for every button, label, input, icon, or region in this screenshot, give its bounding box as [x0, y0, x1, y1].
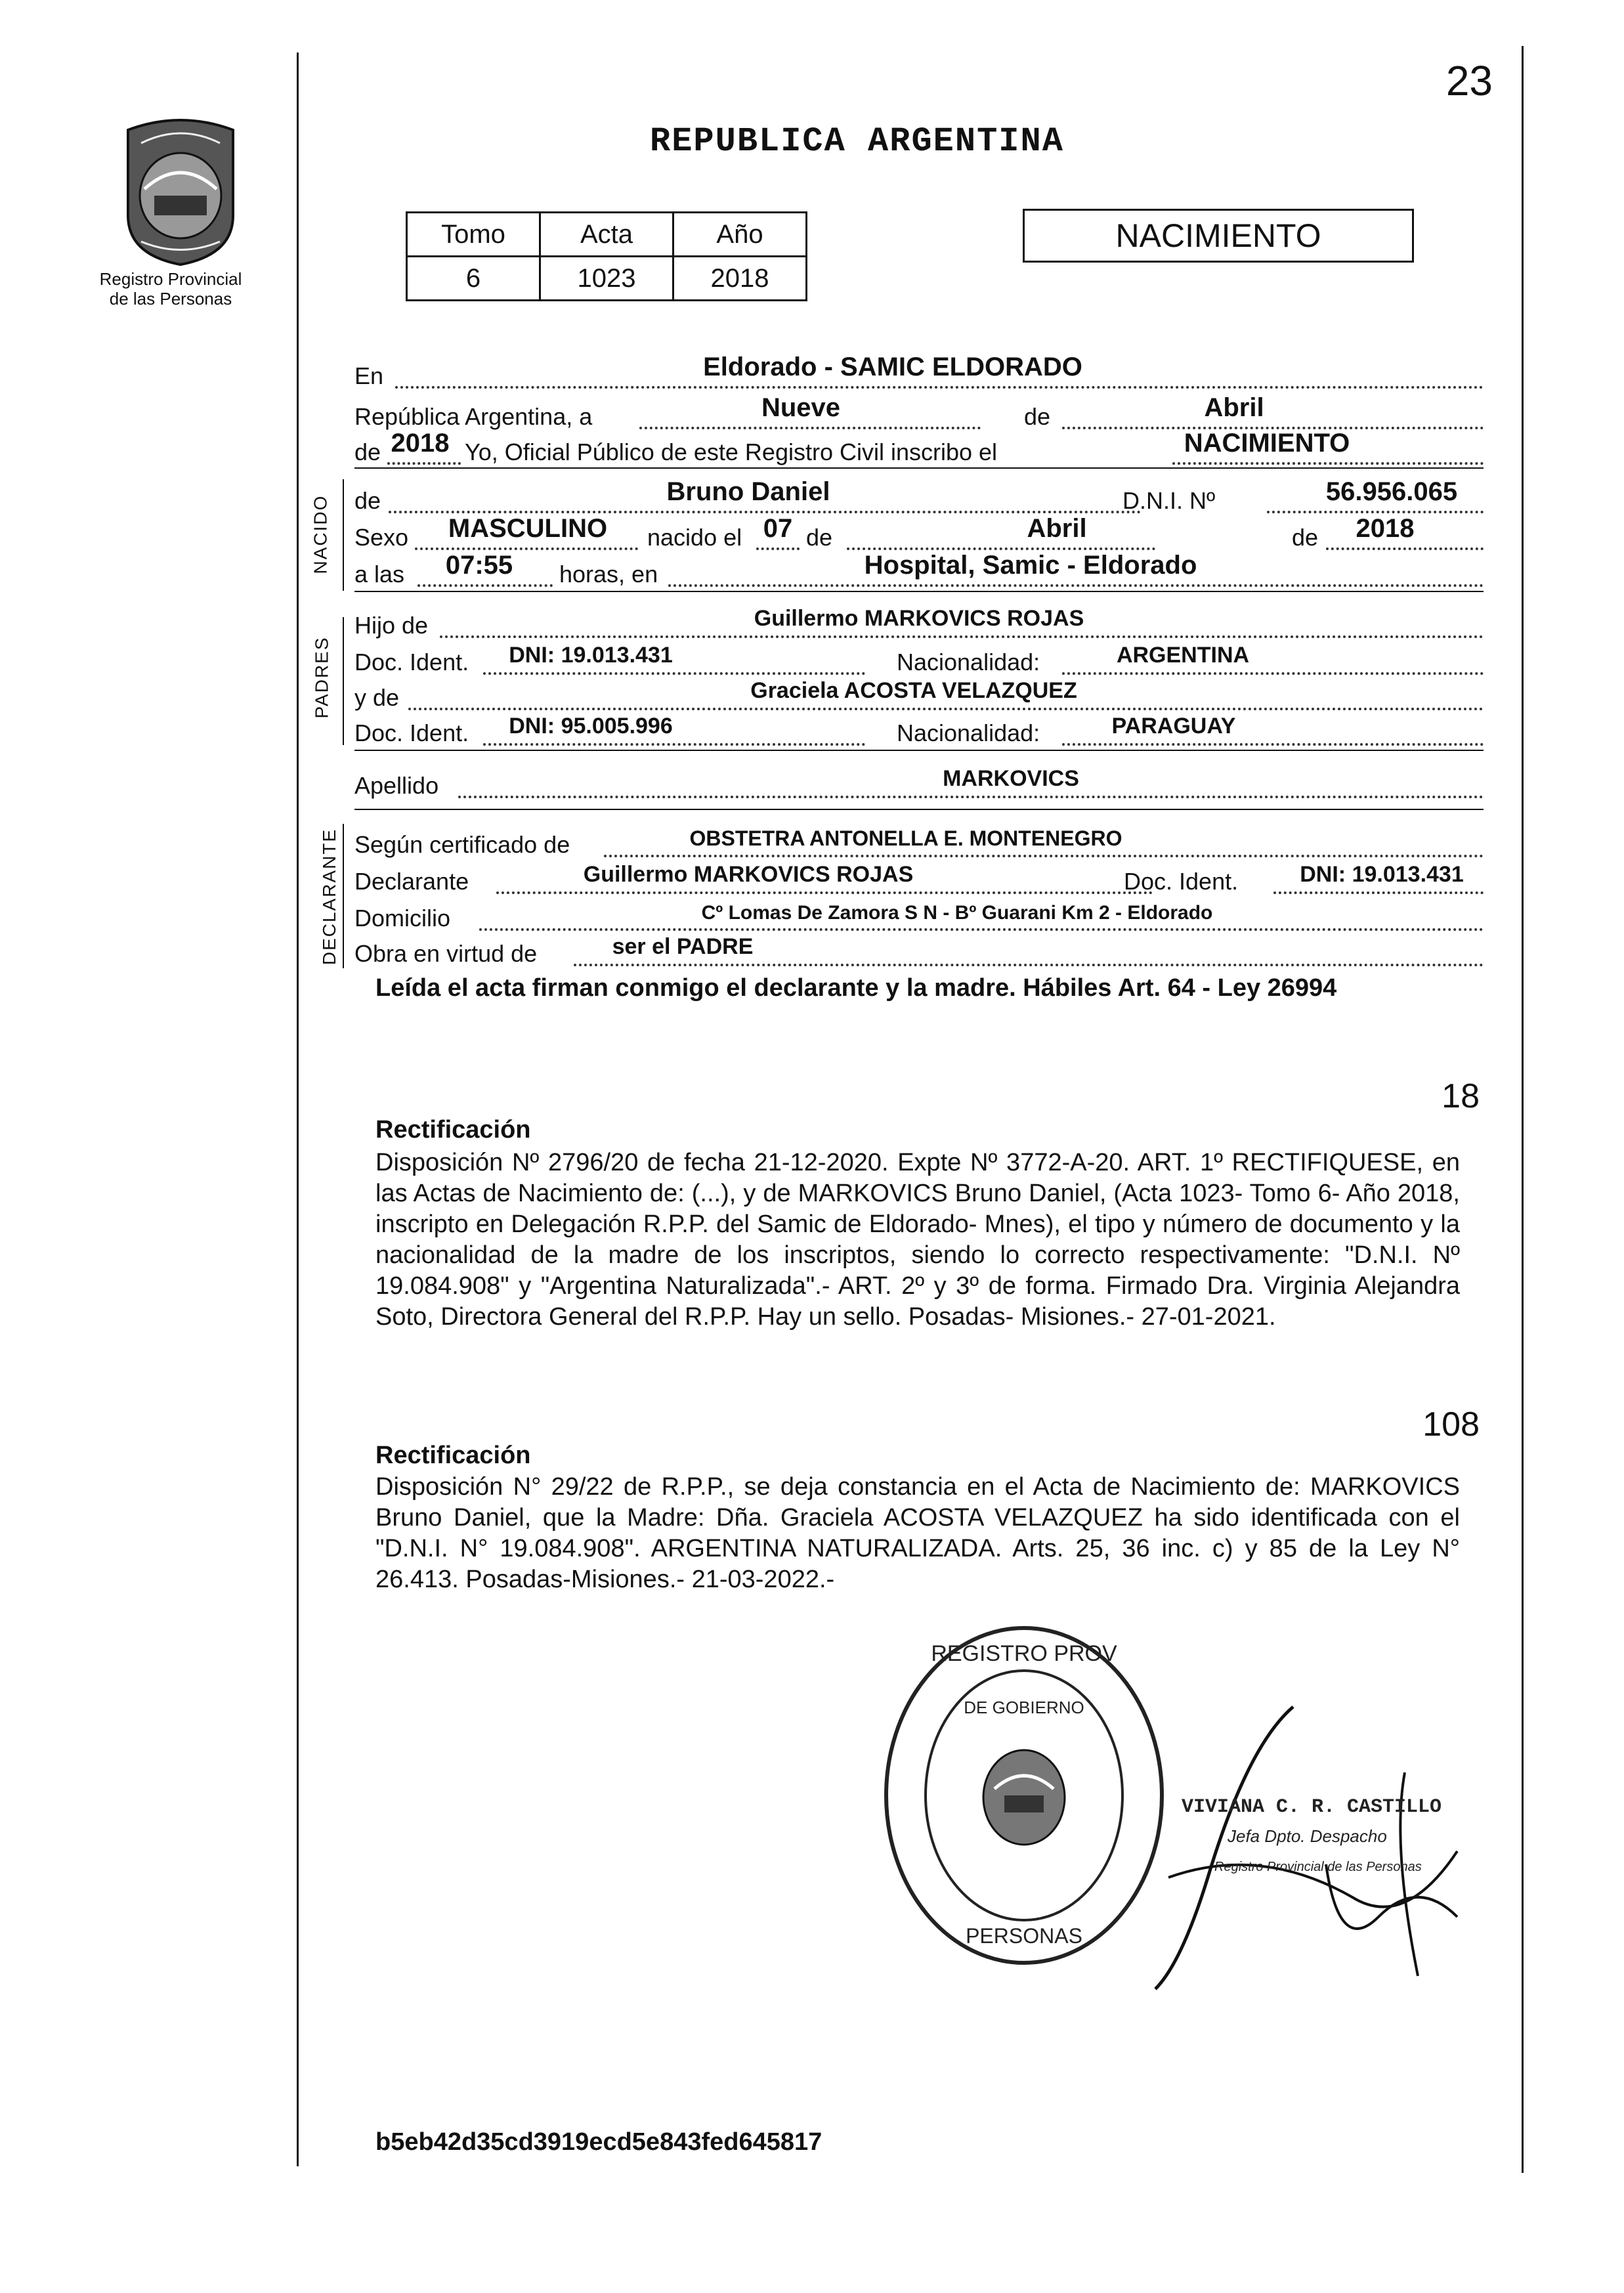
label-hijo-de: Hijo de — [354, 612, 429, 639]
record-type-box: NACIMIENTO — [1023, 209, 1414, 263]
row-domicilio — [354, 897, 1484, 933]
handwritten-signature — [1129, 1681, 1484, 2009]
row-padre-doc — [354, 641, 1484, 677]
value-domicilio: Cº Lomas De Zamora S N - Bº Guarani Km 2 - Eldorado — [701, 902, 1213, 924]
row-madre — [354, 676, 1484, 713]
value-madre-doc: DNI: 95.005.996 — [509, 714, 673, 739]
label-segun: Según certificado de — [354, 831, 570, 858]
label-obra: Obra en virtud de — [354, 940, 538, 967]
page-number: 23 — [1445, 57, 1493, 104]
ref-header-acta: Acta — [540, 213, 673, 257]
official-stamp — [880, 1621, 1168, 1969]
value-anio-nac: 2018 — [1356, 514, 1415, 543]
value-mes-nac: Abril — [1027, 514, 1087, 543]
dotted-line — [479, 928, 1484, 931]
dotted-line — [417, 584, 553, 587]
value-declarante: Guillermo MARKOVICS ROJAS — [583, 862, 914, 887]
registro-line2: de las Personas — [109, 289, 232, 309]
dotted-line — [604, 855, 1484, 857]
label-en: En — [354, 362, 384, 389]
row-sexo — [354, 516, 1484, 553]
dotted-line — [574, 964, 1484, 966]
separator-line — [354, 809, 1484, 810]
dotted-line — [1062, 672, 1484, 675]
value-padre-nac: ARGENTINA — [1116, 643, 1250, 668]
label-dni: D.N.I. Nº — [1122, 487, 1216, 514]
dotted-line — [408, 708, 1484, 710]
label-de-anio: de — [1292, 524, 1319, 551]
dotted-line — [1267, 511, 1484, 513]
label-de-year: de — [354, 439, 381, 465]
label-republica: República Argentina, a — [354, 403, 593, 430]
left-margin-line — [297, 53, 299, 2166]
row-certificado — [354, 823, 1484, 860]
value-dia-nac: 07 — [763, 514, 793, 543]
value-anio: 2018 — [391, 429, 450, 458]
value-lugar-nac: Hospital, Samic - Eldorado — [864, 551, 1197, 580]
label-doc-ident-3: Doc. Ident. — [1124, 868, 1239, 895]
value-mes: Abril — [1204, 393, 1264, 422]
signature-office: Registro Provincial de las Personas — [1214, 1860, 1422, 1874]
row-anio-acto — [354, 431, 1484, 467]
value-padre-doc: DNI: 19.013.431 — [509, 643, 673, 668]
section-bar-declarante — [343, 824, 344, 968]
value-madre: Graciela ACOSTA VELAZQUEZ — [750, 678, 1077, 703]
label-doc-ident-2: Doc. Ident. — [354, 719, 469, 746]
ref-header-tomo: Tomo — [407, 213, 540, 257]
label-sexo: Sexo — [354, 524, 409, 551]
dotted-line — [639, 427, 981, 429]
note-title-1: Rectificación — [375, 1116, 531, 1144]
row-hora — [354, 553, 1484, 589]
dotted-line — [1326, 547, 1484, 550]
dotted-line — [440, 635, 1484, 638]
row-madre-doc — [354, 712, 1484, 748]
label-doc-ident: Doc. Ident. — [354, 649, 469, 675]
row-declarante — [354, 860, 1484, 897]
value-madre-nac: PARAGUAY — [1111, 714, 1236, 739]
svg-text:PERSONAS: PERSONAS — [966, 1924, 1082, 1948]
value-padre: Guillermo MARKOVICS ROJAS — [754, 606, 1084, 631]
value-dia: Nueve — [761, 393, 841, 422]
value-declarante-doc: DNI: 19.013.431 — [1300, 862, 1464, 887]
ref-value-anio: 2018 — [673, 257, 807, 301]
note-body-1: Disposición Nº 2796/20 de fecha 21-12-2020. Expte Nº 3772-A-20. ART. 1º RECTIFIQUESE, en las Actas de Nacimiento de: (...), y de MARKOVICS Bruno Daniel, (Acta 1023- Tomo 6- Año 2018, inscripto en Delegación R.P.P. del Samic de Eldorado- Mnes), el tipo y número de documento y la nacionalidad de la madre de los inscriptos, siendo lo correcto respectivamente: "D.N.I. Nº 19.084.908" y "Argentina Naturalizada".- ART. 2º y 3º de forma. Firmado Dra. Virginia Alejandra Soto, Directora General del R.P.P. Hay un sello. Posadas- Misiones.- 27-01-2021. — [375, 1149, 1460, 1331]
ref-header-anio: Año — [673, 213, 807, 257]
dotted-line — [387, 462, 461, 465]
value-lugar: Eldorado - SAMIC ELDORADO — [703, 353, 1082, 381]
label-de-name: de — [354, 487, 381, 514]
dotted-line — [1172, 462, 1484, 465]
label-declarante: Declarante — [354, 868, 469, 895]
row-en — [354, 354, 1484, 391]
note-number-2: 108 — [1422, 1405, 1480, 1444]
section-label-nacido: NACIDO — [310, 494, 331, 574]
note-title-2: Rectificación — [375, 1442, 531, 1469]
row-republica — [354, 395, 1484, 432]
label-apellido: Apellido — [354, 772, 439, 799]
label-y-de: y de — [354, 684, 400, 711]
separator-line — [354, 467, 1484, 469]
ref-value-acta: 1023 — [540, 257, 673, 301]
label-horas-en: horas, en — [559, 561, 658, 588]
svg-text:DE GOBIERNO: DE GOBIERNO — [964, 1698, 1084, 1717]
dotted-line — [458, 796, 1484, 798]
section-label-declarante: DECLARANTE — [319, 828, 340, 966]
ref-value-tomo: 6 — [407, 257, 540, 301]
dotted-line — [756, 547, 800, 550]
section-bar-padres — [343, 617, 344, 745]
note-number-1: 18 — [1442, 1077, 1480, 1115]
section-label-padres: PADRES — [311, 636, 332, 719]
value-obra: ser el PADRE — [612, 934, 754, 959]
value-apellido: MARKOVICS — [943, 766, 1079, 791]
value-acto: NACIMIENTO — [1184, 429, 1350, 458]
row-padre — [354, 604, 1484, 641]
right-margin-line — [1522, 46, 1524, 2173]
value-certificado: OBSTETRA ANTONELLA E. MONTENEGRO — [689, 826, 1122, 850]
label-nacionalidad-2: Nacionalidad: — [897, 719, 1040, 746]
value-hora: 07:55 — [445, 551, 513, 580]
dotted-line — [483, 743, 865, 746]
document-hash: b5eb42d35cd3919ecd5e843fed645817 — [375, 2128, 823, 2156]
value-dni: 56.956.065 — [1325, 477, 1458, 506]
dotted-line — [668, 584, 1484, 587]
row-apellido — [354, 764, 1484, 801]
label-yo: Yo, Oficial Público de este Registro Civil inscribo el — [465, 439, 998, 465]
row-obra — [354, 932, 1484, 969]
dotted-line — [483, 672, 865, 675]
dotted-line — [389, 511, 1141, 513]
dotted-line — [415, 547, 638, 550]
dotted-line — [395, 386, 1484, 389]
dotted-line — [847, 547, 1155, 550]
registro-line1: Registro Provincial — [99, 269, 242, 289]
separator-line — [354, 750, 1484, 751]
row-nombre — [354, 479, 1484, 516]
value-nombre: Bruno Daniel — [666, 477, 830, 506]
closing-text: Leída el acta firman conmigo el declarante y la madre. Hábiles Art. 64 - Ley 26994 — [375, 974, 1337, 1002]
dotted-line — [1273, 891, 1484, 894]
note-body-2: Disposición N° 29/22 de R.P.P., se deja constancia en el Acta de Nacimiento de: MARKOVICS Bruno Daniel, que la Madre: Dña. Graciela ACOSTA VELAZQUEZ ha sido identificada con el "D.N.I. N° 19.084.908". ARGENTINA NATURALIZADA. Arts. 25, 36 inc. c) y 85 de la Ley N° 26.413. Posadas-Misiones.- 21-03-2022.- — [375, 1473, 1460, 1593]
value-sexo: MASCULINO — [448, 514, 608, 543]
dotted-line — [496, 891, 1153, 894]
document-title: REPUBLICA ARGENTINA — [650, 122, 1064, 161]
label-nacionalidad: Nacionalidad: — [897, 649, 1040, 675]
signature-role: Jefa Dpto. Despacho — [1228, 1826, 1387, 1846]
province-seal-logo — [115, 117, 246, 268]
dotted-line — [1062, 743, 1484, 746]
label-domicilio: Domicilio — [354, 905, 451, 932]
label-de: de — [1024, 403, 1051, 430]
label-de-mes: de — [806, 524, 833, 551]
signature-name: VIVIANA C. R. CASTILLO — [1182, 1796, 1442, 1818]
label-a-las: a las — [354, 561, 405, 588]
svg-text:REGISTRO PROV: REGISTRO PROV — [931, 1641, 1117, 1666]
reference-table — [406, 211, 807, 301]
registro-caption — [92, 269, 249, 309]
separator-line — [354, 591, 1484, 592]
section-bar-nacido — [343, 479, 344, 591]
label-nacido-el: nacido el — [647, 524, 742, 551]
